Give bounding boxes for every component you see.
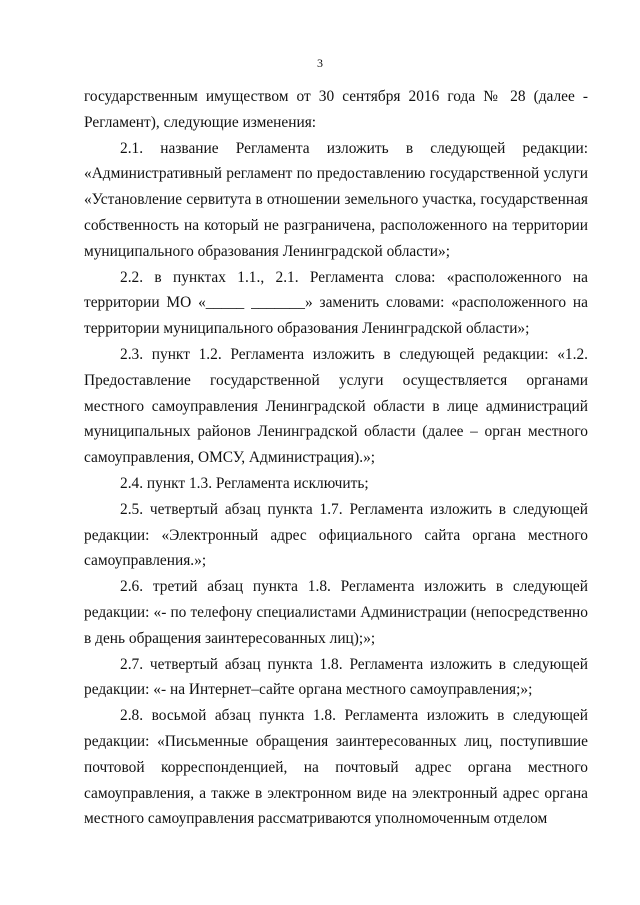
paragraph-2-3: 2.3. пункт 1.2. Регламента изложить в следующей редакции: «1.2. Предоставление государственной услуги осуществляется органами местного самоуправления Ленинградской области в лице администраций муниципальных районов Ленинградской области (далее – орган местного самоуправления, ОМСУ, Администрация).»;: [84, 345, 588, 467]
paragraph-2-6: 2.6. третий абзац пункта 1.8. Регламента изложить в следующей редакции: «- по телефону специалистами Администрации (непосредственно в день обращения заинтересованных лиц);»;: [84, 578, 588, 647]
document-body: [84, 84, 588, 832]
paragraph-2-5: 2.5. четвертый абзац пункта 1.7. Регламента изложить в следующей редакции: «Электронный адрес официального сайта органа местного самоуправления.»;: [84, 500, 588, 570]
paragraph-2-7: 2.7. четвертый абзац пункта 1.8. Регламента изложить в следующей редакции: «- на Интернет–сайте органа местного самоуправления;»;: [84, 655, 588, 699]
paragraph-2-1: 2.1. название Регламента изложить в следующей редакции: «Административный регламент по предоставлению государственной услуги «Установление сервитута в отношении земельного участка, государственная собственность на который не разграничена, расположенного на территории муниципального образования Ленинградской области»;: [84, 139, 588, 260]
paragraph-2-4: 2.4. пункт 1.3. Регламента исключить;: [120, 474, 369, 492]
paragraph-2-8: 2.8. восьмой абзац пункта 1.8. Регламента изложить в следующей редакции: «Письменные обращения заинтересованных лиц, поступившие почтовой корреспонденцией, на почтовый адрес органа местного самоуправления, а также в электронном виде на электронный адрес органа местного самоуправления рассматриваются уполномоченным отделом: [84, 707, 588, 828]
page-number: 3: [317, 56, 323, 70]
paragraph-2-2: 2.2. в пунктах 1.1., 2.1. Регламента слова: «расположенного на территории МО «_____ _______» заменить словами: «расположенного на территории муниципального образования Ленинградской области»;: [84, 268, 588, 338]
paragraph-continuation: государственным имуществом от 30 сентября 2016 года № 28 (далее - Регламент), следующие изменения:: [84, 88, 588, 131]
